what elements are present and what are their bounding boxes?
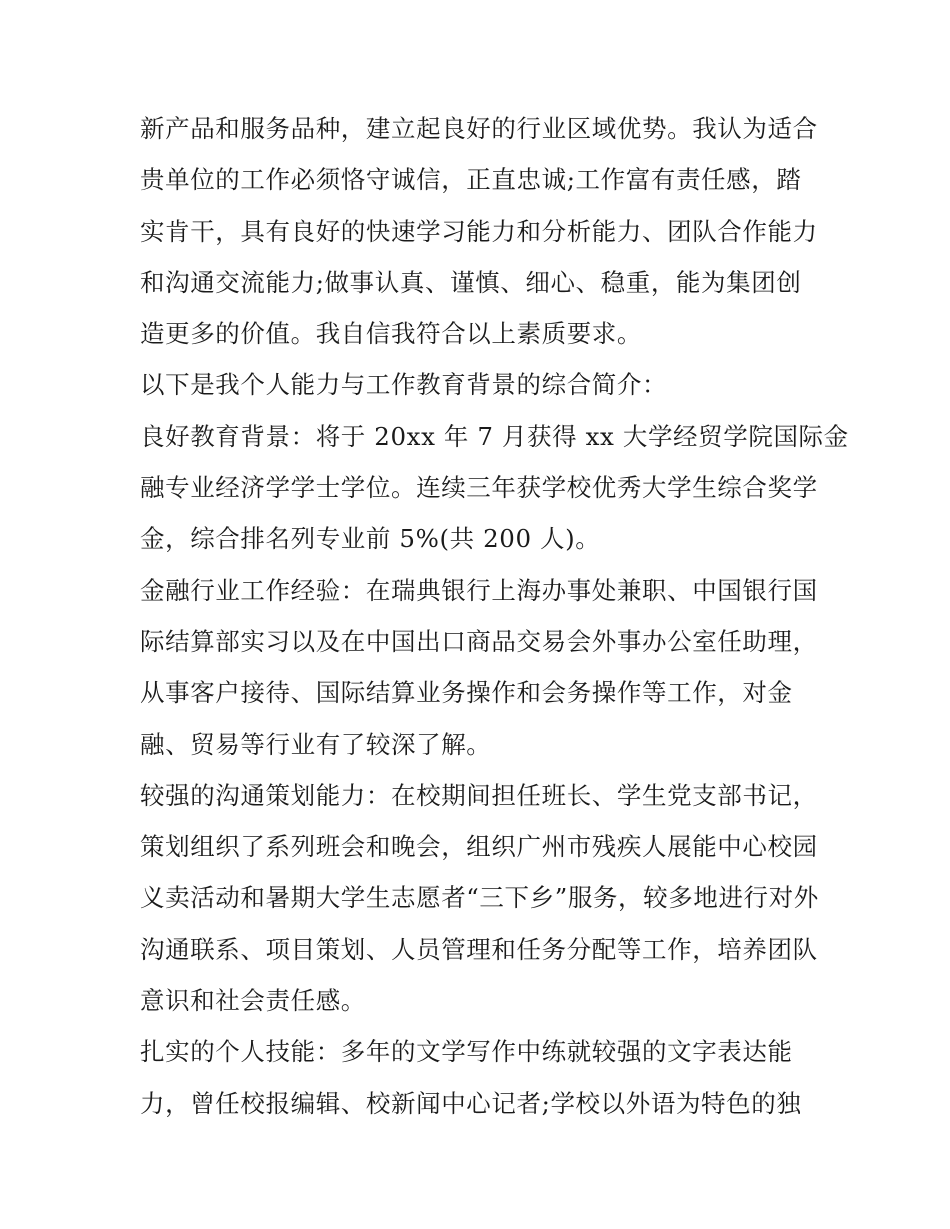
text-line: 义卖活动和暑期大学生志愿者“三下乡”服务，较多地进行对外	[140, 883, 819, 913]
text-line: 较强的沟通策划能力：在校期间担任班长、学生党支部书记，	[140, 780, 818, 810]
text-line: 际结算部实习以及在中国出口商品交易会外事办公室任助理，	[140, 626, 818, 656]
text-line: 从事客户接待、国际结算业务操作和会务操作等工作，对金	[140, 678, 793, 708]
text-line: 融、贸易等行业有了较深了解。	[140, 729, 492, 759]
text-line: 和沟通交流能力;做事认真、谨慎、细心、稳重，能为集团创	[140, 267, 802, 297]
text-line: 良好教育背景：将于 20xx 年 7 月获得 xx 大学经贸学院国际金	[140, 421, 849, 451]
text-line: 金融行业工作经验：在瑞典银行上海办事处兼职、中国银行国	[140, 575, 818, 605]
text-line: 力，曾任校报编辑、校新闻中心记者;学校以外语为特色的独	[140, 1088, 802, 1118]
text-line: 新产品和服务品种，建立起良好的行业区域优势。我认为适合	[140, 114, 818, 143]
text-line: 以下是我个人能力与工作教育背景的综合简介：	[140, 370, 668, 400]
text-line: 贵单位的工作必须恪守诚信，正直忠诚;工作富有责任感，踏	[140, 165, 802, 195]
text-line: 造更多的价值。我自信我符合以上素质要求。	[140, 319, 642, 349]
text-line: 实肯干，具有良好的快速学习能力和分析能力、团队合作能力	[140, 216, 818, 246]
body-text	[140, 103, 849, 1129]
text-line: 沟通联系、项目策划、人员管理和任务分配等工作，培养团队	[140, 934, 818, 964]
text-line: 融专业经济学学士学位。连续三年获学校优秀大学生综合奖学	[140, 473, 818, 503]
text-line: 金，综合排名列专业前 5%(共 200 人)。	[140, 524, 601, 554]
text-line: 策划组织了系列班会和晚会，组织广州市残疾人展能中心校园	[140, 832, 818, 862]
text-line: 扎实的个人技能：多年的文学写作中练就较强的文字表达能	[140, 1037, 793, 1067]
text-line: 意识和社会责任感。	[140, 986, 366, 1016]
